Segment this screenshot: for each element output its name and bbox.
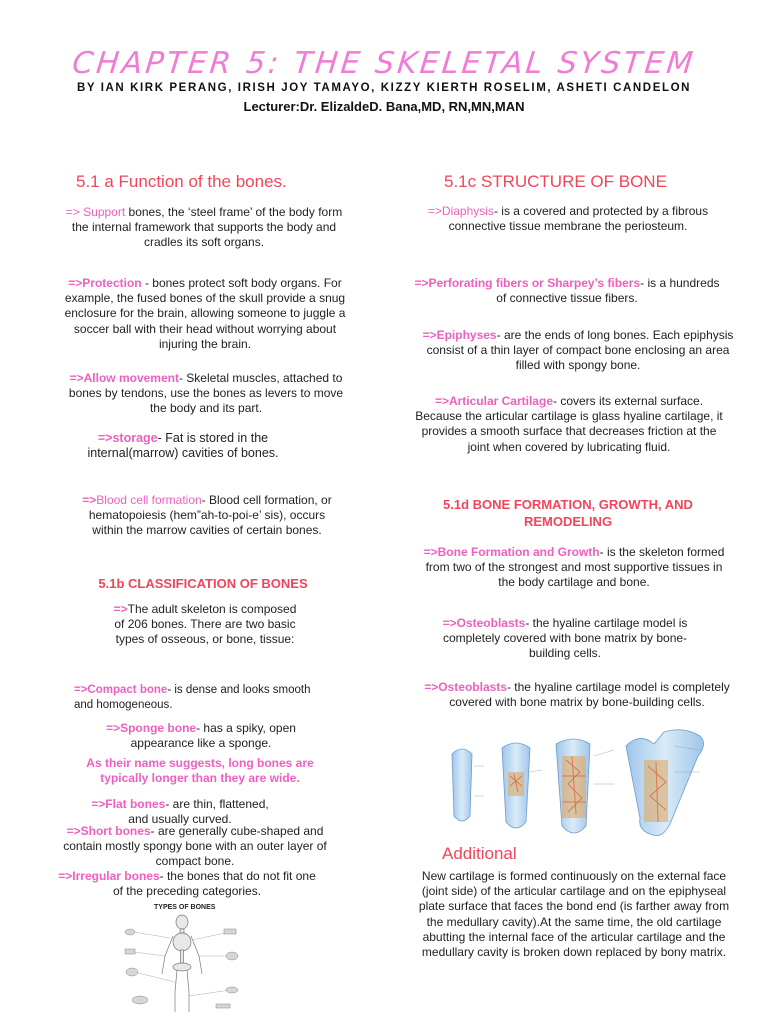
- adult-text: The adult skeleton is composed of 206 bones. There are two basic types of osseous, or bone, tissue:: [114, 602, 297, 647]
- heading-5-1c: 5.1c STRUCTURE OF BONE: [444, 172, 667, 191]
- osteoblasts-para-1: [430, 616, 700, 662]
- heading-5-1a: 5.1 a Function of the bones.: [76, 172, 287, 191]
- sponge-text: - has a spiky, open appearance like a sponge.: [130, 721, 296, 751]
- short-para: [50, 824, 340, 870]
- movement-para: [66, 371, 346, 417]
- page-title: CHAPTER 5: THE SKELETAL SYSTEM: [70, 46, 698, 81]
- short-keyword: =>Short bones: [66, 824, 151, 838]
- osteoblasts-keyword-1: =>Osteoblasts: [442, 616, 526, 630]
- osteoblasts-text-1: - the hyaline cartilage model is completely covered with bone matrix by bone-building cells.: [442, 616, 688, 661]
- authors-line: BY IAN KIRK PERANG, IRISH JOY TAMAYO, KIZZY KIERTH ROSELIM, ASHETI CANDELON: [76, 82, 692, 94]
- formation-keyword: =>Bone Formation and Growth: [423, 545, 600, 559]
- flat-keyword: =>Flat bones: [91, 797, 166, 811]
- bone-growth-figure: [444, 726, 724, 844]
- diaphysis-para: [418, 204, 718, 234]
- heading-5-1b: 5.1b CLASSIFICATION OF BONES: [98, 576, 308, 591]
- sharpey-text: - is a hundreds of connective tissue fibers.: [496, 276, 720, 306]
- compact-text: - is dense and looks smooth and homogeneous.: [74, 684, 311, 712]
- sponge-para: [86, 721, 316, 751]
- adult-arrow: =>: [113, 602, 128, 616]
- blood-arrow: =>: [82, 493, 97, 507]
- movement-text: - Skeletal muscles, attached to bones by tendons, use the bones as levers to move the body and its part.: [68, 371, 344, 416]
- epiphyses-keyword: =>Epiphyses: [422, 328, 497, 342]
- support-text: bones, the ‘steel frame’ of the body form the internal framework that supports the body and cradles its soft organs.: [71, 205, 343, 250]
- movement-keyword: =>Allow movement: [69, 371, 179, 385]
- figure-title: TYPES OF BONES: [154, 904, 216, 911]
- protection-keyword: =>Protection: [68, 276, 142, 290]
- protection-text: - bones protect soft body organs. For example, the fused bones of the skull provide a snug enclosure for the brain, allowing someone to juggle a soccer ball with their head without worrying about injuring the brain.: [64, 276, 346, 351]
- osteoblasts-text-2: - the hyaline cartilage model is completely covered with bone matrix by bone-building cells.: [449, 680, 730, 710]
- flat-text: - are thin, flattened, and usually curved.: [128, 797, 269, 827]
- additional-para: New cartilage is formed continuously on the external face (joint side) of the articular cartilage and on the epiphyseal plate surface that faces the bond end (is farther away from the medullary cavity).At the same time, the old cartilage abutting the internal face of the articular cartilage and the medullary cavity is broken down replaced by bony matrix.: [418, 869, 730, 960]
- storage-para: [78, 431, 288, 461]
- diaphysis-text: - is a covered and protected by a fibrous connective tissue membrane the periosteum.: [448, 204, 709, 234]
- short-text: - are generally cube-shaped and contain mostly spongy bone with an outer layer of compact bone.: [63, 824, 327, 869]
- articular-text: - covers its external surface. Because the articular cartilage is glass hyaline cartilage, it provides a smooth surface that decreases friction at the joint when covered by lubricating fluid.: [415, 394, 723, 454]
- diaphysis-keyword: =>Diaphysis: [427, 204, 494, 218]
- flat-para: [80, 797, 280, 827]
- support-para: [64, 205, 344, 251]
- blood-keyword: Blood cell formation: [96, 493, 202, 507]
- support-keyword: => Support: [65, 205, 126, 219]
- irregular-keyword: =>Irregular bones: [58, 869, 160, 883]
- compact-keyword: =>Compact bone: [74, 684, 168, 696]
- sharpey-para: [414, 276, 720, 306]
- long-bones-note: As their name suggests, long bones are typically longer than they are wide.: [86, 756, 314, 785]
- articular-keyword: =>Articular Cartilage: [434, 394, 553, 408]
- formation-text: - is the skeleton formed from two of the strongest and most supportive tissues in the body cartilage and bone.: [425, 545, 725, 590]
- compact-para: [74, 683, 314, 713]
- articular-para: [410, 394, 728, 455]
- blood-para: [76, 493, 338, 539]
- osteoblasts-keyword-2: =>Osteoblasts: [424, 680, 507, 694]
- osteoblasts-para-2: [424, 680, 730, 710]
- epiphyses-text: - are the ends of long bones. Each epiphysis consist of a thin layer of compact bone enclosing an area filled with spongy bone.: [426, 328, 734, 373]
- formation-para: [416, 545, 732, 591]
- storage-text: - Fat is stored in the internal(marrow) cavities of bones.: [87, 431, 279, 461]
- skeleton-icon: [120, 912, 244, 1018]
- sponge-keyword: =>Sponge bone: [106, 721, 197, 735]
- blood-text: - Blood cell formation, or hematopoiesis (hem”ah-to-poi-e’ sis), occurs within the marrow cavities of certain bones.: [88, 493, 332, 538]
- adult-para: [110, 602, 300, 648]
- irregular-text: - the bones that do not fit one of the preceding categories.: [112, 869, 316, 899]
- storage-keyword: =>storage: [97, 431, 158, 445]
- types-of-bones-figure: [120, 902, 244, 1018]
- protection-para: [60, 276, 350, 352]
- sharpey-keyword: =>Perforating fibers or Sharpey’s fibers: [414, 276, 641, 290]
- irregular-para: [52, 869, 322, 899]
- lecturer-line: Lecturer:Dr. ElizaldeD. Bana,MD, RN,MN,MAN: [243, 99, 525, 114]
- heading-5-1d: 5.1d BONE FORMATION, GROWTH, AND REMODELING: [443, 497, 693, 529]
- epiphyses-para: [418, 328, 738, 374]
- additional-heading: Additional: [442, 844, 517, 863]
